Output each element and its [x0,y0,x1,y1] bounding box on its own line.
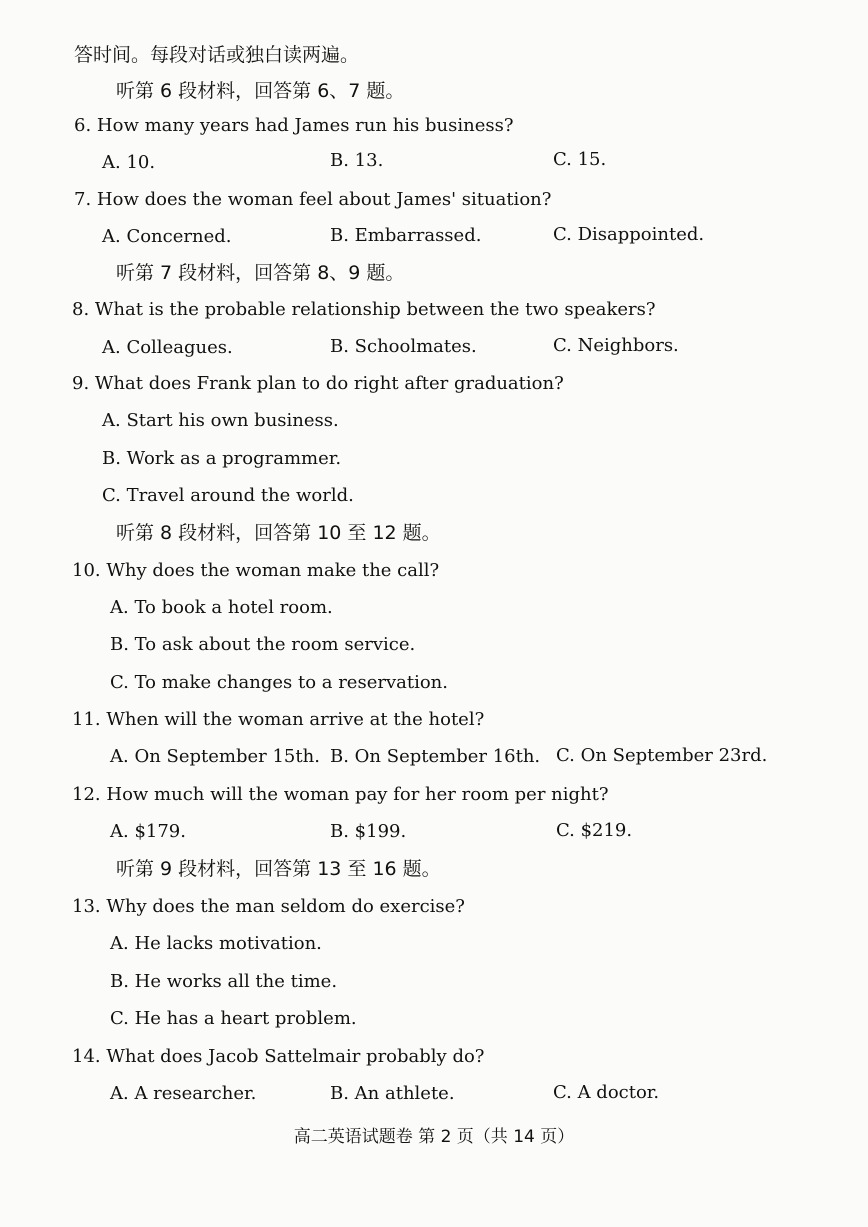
option-10b: B. To ask about the room service. [110,634,416,655]
option-12b: B. $199. [330,821,407,842]
question-text: How many years had James run his business? [96,115,514,136]
question-number: 11. [72,709,101,730]
question-text: How does the woman feel about James' situation? [96,189,552,210]
option-11c: C. On September 23rd. [556,745,768,766]
option-12a: A. $179. [110,821,186,842]
option-7b: B. Embarrassed. [330,225,482,246]
section-heading-6: 听第 6 段材料，回答第 6、7 题。 [116,80,405,102]
question-text: Why does the woman make the call? [106,560,440,581]
question-number: 13. [72,896,101,917]
option-9b: B. Work as a programmer. [102,448,342,469]
option-11a: A. On September 15th. [110,746,320,767]
question-text: How much will the woman pay for her room per night? [106,784,609,805]
section-heading-8: 听第 8 段材料，回答第 10 至 12 题。 [116,522,441,544]
option-9c: C. Travel around the world. [102,485,354,506]
option-10a: A. To book a hotel room. [110,597,333,618]
option-6b: B. 13. [330,150,384,171]
question-number: 9. [72,373,90,394]
question-12 [72,784,609,806]
question-text: What is the probable relationship between the two speakers? [94,299,656,320]
question-11 [72,709,484,731]
option-8b: B. Schoolmates. [330,336,477,357]
question-text: What does Frank plan to do right after graduation? [94,373,564,394]
question-8 [72,299,656,321]
question-text: What does Jacob Sattelmair probably do? [106,1046,485,1067]
option-13c: C. He has a heart problem. [110,1008,357,1029]
question-number: 7. [74,189,92,210]
question-number: 14. [72,1046,101,1067]
option-12c: C. $219. [556,820,633,841]
page-footer: 高二英语试题卷 第 2 页（共 14 页） [293,1127,575,1147]
section-heading-7: 听第 7 段材料，回答第 8、9 题。 [116,262,405,284]
question-13 [72,896,465,918]
option-8a: A. Colleagues. [102,337,233,358]
question-10 [72,560,439,582]
option-14b: B. An athlete. [330,1083,455,1104]
section-heading-9: 听第 9 段材料，回答第 13 至 16 题。 [116,858,441,880]
option-10c: C. To make changes to a reservation. [110,672,448,693]
option-14a: A. A researcher. [110,1083,257,1104]
option-6c: C. 15. [553,149,607,170]
option-11b: B. On September 16th. [330,746,541,767]
question-14 [72,1046,484,1068]
question-number: 12. [72,784,101,805]
option-8c: C. Neighbors. [553,335,679,356]
question-6 [74,115,513,137]
question-7 [74,189,551,211]
option-14c: C. A doctor. [553,1082,660,1103]
option-9a: A. Start his own business. [102,410,339,431]
question-number: 10. [72,560,101,581]
intro-line: 答时间。每段对话或独白读两遍。 [74,44,360,66]
question-9 [72,373,564,395]
question-text: When will the woman arrive at the hotel? [106,709,485,730]
question-text: Why does the man seldom do exercise? [106,896,465,917]
option-6a: A. 10. [102,152,156,173]
option-7a: A. Concerned. [102,226,232,247]
question-number: 6. [74,115,92,136]
option-13b: B. He works all the time. [110,971,338,992]
question-number: 8. [72,299,90,320]
option-13a: A. He lacks motivation. [110,933,322,954]
option-7c: C. Disappointed. [553,224,705,245]
